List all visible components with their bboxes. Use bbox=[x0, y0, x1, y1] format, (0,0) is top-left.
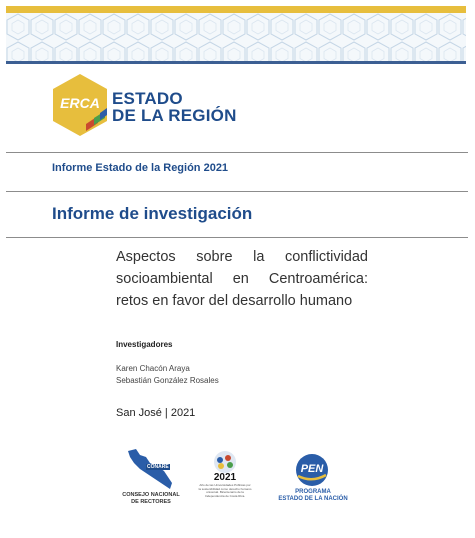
year-logo-caption: Año de las Universidades Públicas por la sostenibilidad como derecho humano universal. Bicentenario de la Independencia de Costa Rica. bbox=[198, 483, 252, 498]
divider bbox=[6, 152, 468, 153]
pen-line1: PROGRAMA bbox=[295, 489, 331, 495]
place-date: San José | 2021 bbox=[116, 407, 196, 419]
report-series: Informe Estado de la Región 2021 bbox=[52, 162, 229, 174]
document-title: Aspectos sobre la conflictividad socioambiental en Centroamérica: retos en favor del desarrollo humano bbox=[116, 249, 368, 309]
investigators-label: Investigadores bbox=[116, 340, 173, 349]
author-name: Karen Chacón Araya bbox=[116, 364, 190, 373]
pen-badge-text: PEN bbox=[300, 463, 324, 475]
divider bbox=[6, 191, 468, 192]
header-accent-bar bbox=[6, 6, 466, 13]
erca-logo bbox=[50, 72, 110, 138]
header-hexagon-pattern bbox=[6, 13, 466, 61]
conare-name: CONSEJO NACIONAL DE RECTORES bbox=[122, 492, 180, 505]
conare-badge: CONARE bbox=[147, 464, 169, 470]
author-name: Sebastián González Rosales bbox=[116, 376, 219, 385]
divider bbox=[6, 237, 468, 238]
section-heading: Informe de investigación bbox=[52, 204, 253, 223]
pen-line2: ESTADO DE LA NACIÓN bbox=[278, 495, 348, 502]
brand-name bbox=[112, 90, 237, 124]
year-logo-text: 2021 bbox=[213, 472, 237, 483]
pen-logo bbox=[295, 453, 329, 487]
logo-text: ERCA bbox=[60, 95, 100, 111]
brand-line2: DE LA REGIÓN bbox=[112, 106, 237, 125]
header-bottom-line bbox=[6, 61, 466, 64]
pen-name bbox=[275, 489, 351, 502]
brand-line1: ESTADO bbox=[112, 89, 183, 108]
